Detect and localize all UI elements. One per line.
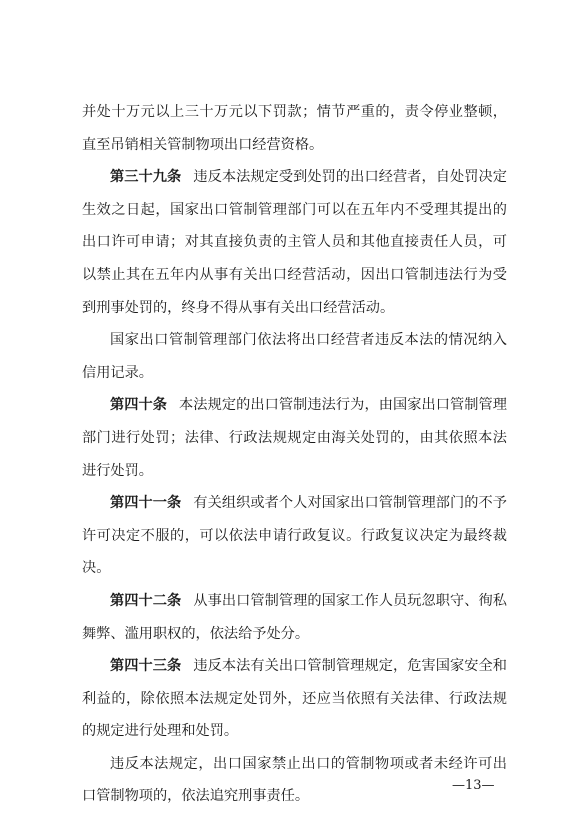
paragraph-text: 有关组织或者个人对国家出口管制管理部门的不予许可决定不服的，可以依法申请行政复议。行政复议决定为最终裁决。 bbox=[82, 495, 507, 577]
article-40 bbox=[82, 389, 507, 487]
paragraph-text: 违反本法规定受到处罚的出口经营者，自处罚决定生效之日起，国家出口管制管理部门可以在五年内不受理其提出的出口许可申请；对其直接负责的主管人员和其他直接责任人员，可以禁止其在五年内从事有关出口经营活动，因出口管制违法行为受到刑事处罚的，终身不得从事有关出口经营活动。 bbox=[82, 169, 507, 316]
paragraph-text: 从事出口管制管理的国家工作人员玩忽职守、徇私舞弊、滥用职权的，依法给予处分。 bbox=[82, 592, 507, 642]
paragraph-continuation bbox=[82, 96, 507, 161]
article-41 bbox=[82, 487, 507, 585]
article-39 bbox=[82, 161, 507, 324]
paragraph-text: 违反本法有关出口管制管理规定，危害国家安全和利益的，除依照本法规定处罚外，还应当依照有关法律、行政法规的规定进行处理和处罚。 bbox=[82, 658, 507, 740]
paragraph-text: 违反本法规定，出口国家禁止出口的管制物项或者未经许可出口管制物项的，依法追究刑事责任。 bbox=[82, 755, 507, 805]
article-heading: 第三十九条 bbox=[110, 169, 182, 186]
article-42 bbox=[82, 585, 507, 650]
paragraph-credit-record bbox=[82, 324, 507, 389]
paragraph-text: 本法规定的出口管制违法行为，由国家出口管制管理部门进行处罚；法律、行政法规规定由海关处罚的，由其依照本法进行处罚。 bbox=[82, 397, 507, 479]
paragraph-text: 并处十万元以上三十万元以下罚款；情节严重的，责令停业整顿，直至吊销相关管制物项出口经营资格。 bbox=[82, 104, 507, 153]
document-body bbox=[82, 96, 507, 813]
article-43 bbox=[82, 650, 507, 748]
paragraph-criminal-liability bbox=[82, 748, 507, 813]
article-heading: 第四十三条 bbox=[110, 658, 182, 675]
article-heading: 第四十条 bbox=[110, 397, 168, 414]
article-heading: 第四十二条 bbox=[110, 592, 182, 609]
page-number: —13— bbox=[452, 778, 495, 793]
paragraph-text: 国家出口管制管理部门依法将出口经营者违反本法的情况纳入信用记录。 bbox=[82, 332, 507, 381]
article-heading: 第四十一条 bbox=[110, 495, 182, 512]
